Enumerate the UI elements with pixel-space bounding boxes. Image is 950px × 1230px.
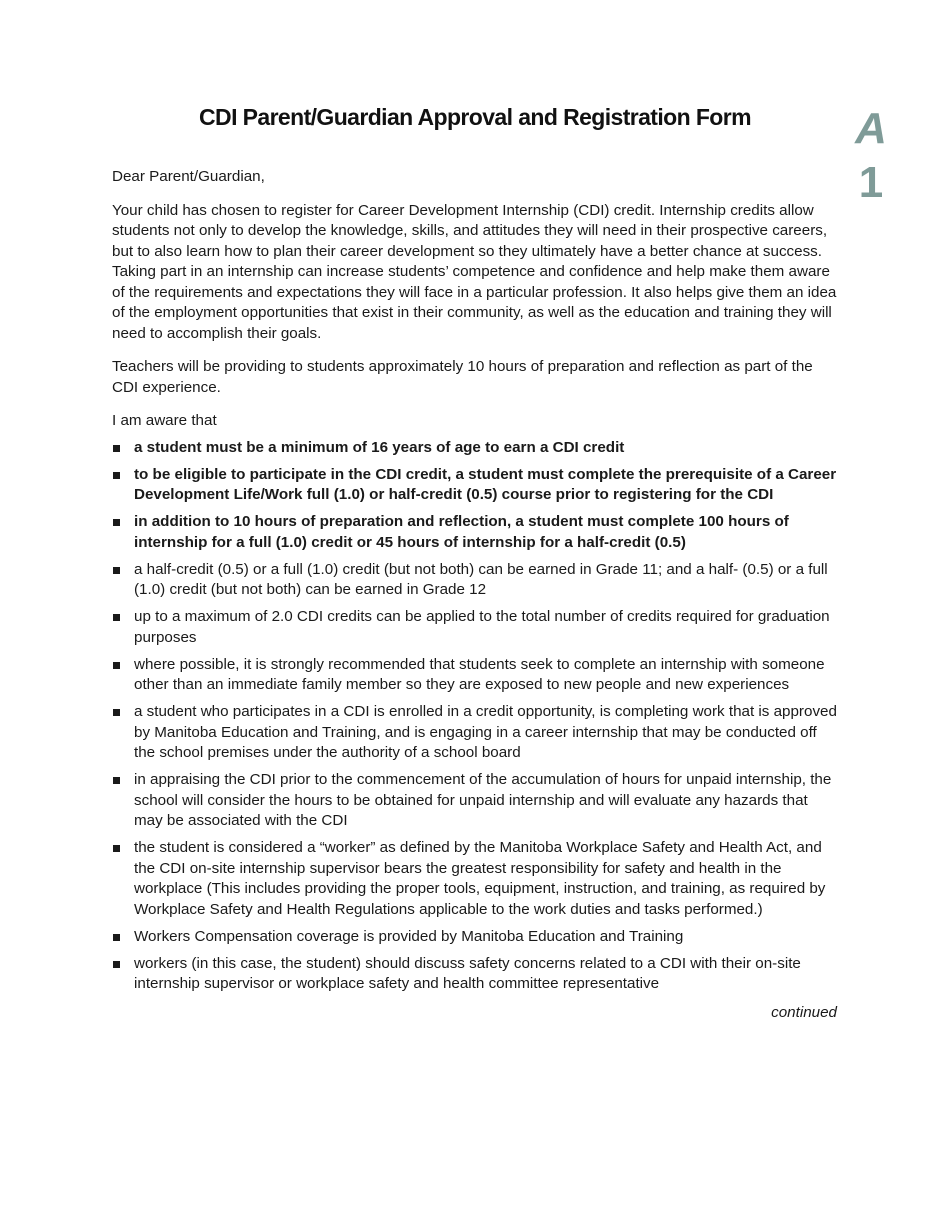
list-item: a student must be a minimum of 16 years of age to earn a CDI credit — [112, 438, 837, 459]
intro-paragraph: Your child has chosen to register for Career Development Internship (CDI) credit. Internship credits allow students not only to develop the knowledge, skills, and attitudes they will need in their prospective careers, but to also learn how to plan their career development so they ultimately have a better chance at success. Taking part in an internship can increase students’ competence and confidence and help make them aware of the requirements and expectations they will face in a particular profession. It also helps give them an idea of the employment opportunities that exist in their community, as well as the education and training they will need to accomplish their goals. — [112, 201, 837, 342]
list-item: to be eligible to participate in the CDI credit, a student must complete the prerequisite of a Career Development Life/Work full (1.0) or half-credit (0.5) course prior to registering for the CDI — [112, 465, 837, 506]
continued-label: continued — [771, 1003, 837, 1021]
page-title: CDI Parent/Guardian Approval and Registration Form — [199, 104, 751, 130]
list-item: where possible, it is strongly recommended that students seek to complete an internship with someone other than an immediate family member so they are exposed to new people and new experiences — [112, 655, 837, 696]
list-item: Workers Compensation coverage is provided by Manitoba Education and Training — [112, 927, 837, 948]
list-item: a student who participates in a CDI is enrolled in a credit opportunity, is completing work that is approved by Manitoba Education and Training, and is engaging in a career internship that may be conducted off the school premises under the authority of a school board — [112, 702, 837, 764]
list-item: up to a maximum of 2.0 CDI credits can be applied to the total number of credits required for graduation purposes — [112, 607, 837, 648]
salutation: Dear Parent/Guardian, — [112, 168, 265, 185]
list-item: in appraising the CDI prior to the commencement of the accumulation of hours for unpaid internship, the school will consider the hours to be obtained for unpaid internship and will evaluate any hazards that may be associated with the CDI — [112, 770, 837, 832]
list-item: the student is considered a “worker” as defined by the Manitoba Workplace Safety and Health Act, and the CDI on-site internship supervisor bears the greatest responsibility for safety and health in the workplace (This includes providing the proper tools, equipment, instruction, and training, as required by Workplace Safety and Health Regulations applicable to the work duties and tasks performed.) — [112, 838, 837, 920]
list-item: in addition to 10 hours of preparation and reflection, a student must complete 100 hours of internship for a full (1.0) credit or 45 hours of internship for a half-credit (0.5) — [112, 512, 837, 553]
letter-body — [112, 167, 837, 1023]
list-item: a half-credit (0.5) or a full (1.0) credit (but not both) can be earned in Grade 11; and a half- (0.5) or a full (1.0) credit (but not both) can be earned in Grade 12 — [112, 560, 837, 601]
appendix-letter: A — [855, 104, 887, 153]
awareness-list — [112, 438, 837, 995]
aware-intro: I am aware that — [112, 412, 217, 429]
preparation-paragraph: Teachers will be providing to students approximately 10 hours of preparation and reflection as part of the CDI experience. — [112, 358, 813, 396]
list-item: workers (in this case, the student) should discuss safety concerns related to a CDI with their on-site internship supervisor or workplace safety and health committee representative — [112, 954, 837, 995]
appendix-number: 1 — [858, 158, 884, 207]
appendix-marker — [846, 102, 896, 210]
